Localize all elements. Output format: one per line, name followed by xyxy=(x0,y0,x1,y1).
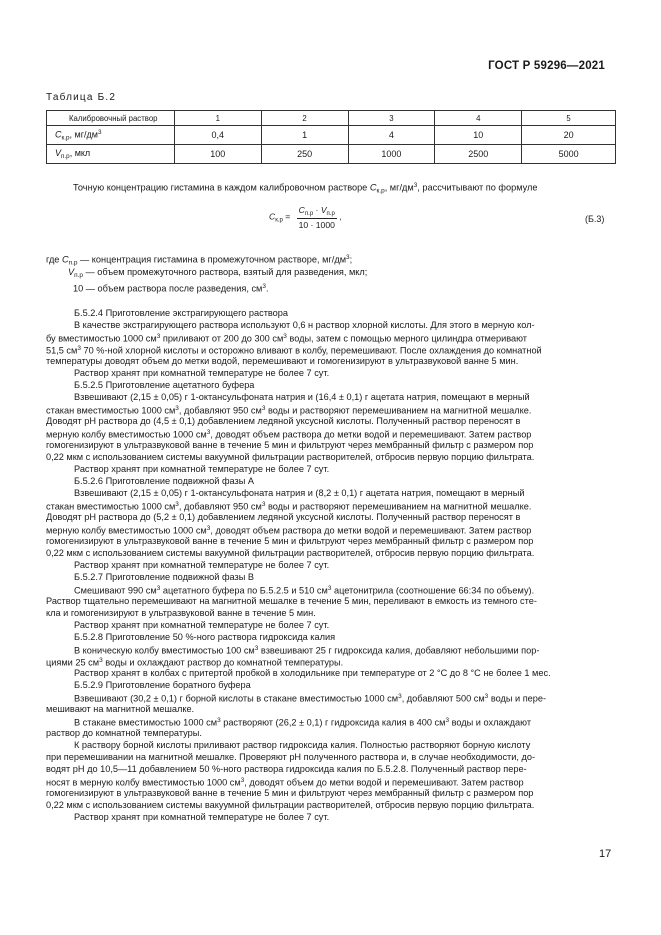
text-line: К раствору борной кислоты приливают раствор гидроксида калия. Полностью растворяют борную кислоту xyxy=(74,740,531,750)
section-title: Б.5.2.5 Приготовление ацетатного буфера xyxy=(74,380,255,390)
text-line: Доводят pH раствора до (4,5 ± 0,1) добавлением ледяной уксусной кислоты. Полученный раствор переносят в xyxy=(46,416,521,426)
row-label-concentration: $C_{к.р}$, $мг/дм^3$ xyxy=(47,126,175,145)
text-line: мерную колбу вместимостью 1000 $см^3$, доводят объем раствора до метки водой и перемешивают. Затем раствор xyxy=(46,525,532,536)
table-row xyxy=(47,126,616,145)
text-line: гомогенизируют в ультразвуковой ванне в течение 5 мин и фильтруют через мембранный фильтр с размером пор xyxy=(46,440,534,450)
text-line: мешивают на магнитной мешалке. xyxy=(46,704,195,714)
table-cell: 250 xyxy=(261,145,348,164)
table-cell: 2500 xyxy=(435,145,522,164)
where-item: 10 — объем раствора после разведения, $см^3$. xyxy=(73,283,269,294)
text-line: гомогенизируют в ультразвуковой ванне в течение 5 мин и фильтруют через мембранный фильтр с размером пор xyxy=(46,536,534,546)
text-line: водят pH до 10,5—11 добавлением 50 %-ного раствора гидроксида калия по Б.5.2.8. Полученный раствор пере- xyxy=(46,764,527,774)
table-header-cell: 3 xyxy=(348,111,435,126)
text-line: стакан вместимостью 1000 $см^3$, добавляют 950 $см^3$ воды и растворяют перемешиванием на магнитной мешалке. xyxy=(46,405,532,416)
text-line: Взвешивают (30,2 ± 0,1) г борной кислоты в стакане вместимостью 1000 $см^3$, добавляют 500 $см^3$ воды и пере- xyxy=(74,693,547,704)
equation-number: (Б.3) xyxy=(585,214,605,224)
table-cell: 0,4 xyxy=(174,126,261,145)
table-cell: 10 xyxy=(435,126,522,145)
text-line: Взвешивают (2,15 ± 0,05) г 1-октансульфоната натрия и (16,4 ± 0,1) г ацетата натрия, помещают в мерный xyxy=(74,392,530,402)
table-caption: Таблица Б.2 xyxy=(46,92,117,103)
formula-fraction: $\frac{C_{п.р} \cdot V_{п.р}}{10 \cdot 1000}$ xyxy=(298,205,335,230)
where-item: где $C_{п.р}$ — концентрация гистамина в промежуточном растворе, $мг/дм^3$; xyxy=(46,254,353,267)
text-line: Смешивают 990 $см^3$ ацетатного буфера по Б.5.2.5 и 510 $см^3$ ацетонитрила (соотношение 66:34 по объему). xyxy=(74,585,535,596)
text-line: гомогенизируют в ультразвуковой ванне в течение 5 мин и фильтруют через мембранный фильтр с размером пор xyxy=(46,788,534,798)
table-header-cell: 2 xyxy=(261,111,348,126)
text-line: мерную колбу вместимостью 1000 $см^3$, доводят объем раствора до метки водой и перемешивают. Затем раствор xyxy=(46,429,532,440)
text-line: циями 25 $см^3$ воды и охлаждают раствор до комнатной температуры. xyxy=(46,657,344,668)
section-title: Б.5.2.6 Приготовление подвижной фазы А xyxy=(74,476,255,486)
text-line: бу вместимостью 1000 $см^3$ приливают от 200 до 300 $см^3$ воды, затем с помощью мерного цилиндра отмеривают xyxy=(46,333,528,344)
page-number: 17 xyxy=(599,848,612,860)
table-cell: 4 xyxy=(348,126,435,145)
text-line: Взвешивают (2,15 ± 0,05) г 1-октансульфоната натрия и (8,2 ± 0,1) г ацетата натрия, помещают в мерный xyxy=(74,488,525,498)
text-line: кла и гомогенизируют в ультразвуковой ванне в течение 5 мин. xyxy=(46,608,316,618)
where-item: $V_{п.р}$ — объем промежуточного раствора, взятый для разведения, мкл; xyxy=(68,267,368,279)
text-line: В коническую колбу вместимостью 100 $см^3$ взвешивают 25 г гидроксида калия, добавляют небольшими пор- xyxy=(74,645,540,656)
table-cell: 1 xyxy=(261,126,348,145)
section-title: Б.5.2.7 Приготовление подвижной фазы В xyxy=(74,572,255,582)
text-line: В стакане вместимостью 1000 $см^3$ растворяют (26,2 ± 0,1) г гидроксида калия в 400 $см^3$ воды и охлаждают xyxy=(74,717,532,728)
text-line: 0,22 мкм с использованием системы вакуумной фильтрации растворителей, отбросив первую порцию фильтрата. xyxy=(46,452,535,462)
calibration-table xyxy=(46,110,616,164)
text-line: Раствор тщательно перемешивают на магнитной мешалке в течение 5 мин, переливают в емкость из темного сте- xyxy=(46,596,537,606)
text-line: Раствор хранят при комнатной температуре не более 7 сут. xyxy=(74,812,330,822)
text-line: Раствор хранят при комнатной температуре не более 7 сут. xyxy=(74,464,330,474)
row-label-volume: $V_{п.р}$, мкл xyxy=(47,145,175,164)
table-header-label: Калибровочный раствор xyxy=(47,111,175,126)
text-line: 0,22 мкм с использованием системы вакуумной фильтрации растворителей, отбросив первую порцию фильтрата. xyxy=(46,548,535,558)
table-header-row xyxy=(47,111,616,126)
section-title: Б.5.2.8 Приготовление 50 %-ного раствора гидроксида калия xyxy=(74,632,336,642)
text-line: стакан вместимостью 1000 $см^3$, добавляют 950 $см^3$ воды и растворяют перемешиванием на магнитной мешалке. xyxy=(46,501,532,512)
table-header-cell: 1 xyxy=(174,111,261,126)
table-row xyxy=(47,145,616,164)
text-line: 51,5 $см^3$ 70 %-ной хлорной кислоты и осторожно вливают в колбу, перемешивают. После охлаждения до комнатной xyxy=(46,345,542,356)
table-header-cell: 5 xyxy=(522,111,616,126)
table-header-cell: 4 xyxy=(435,111,522,126)
text-line: Раствор хранят при комнатной температуре не более 7 сут. xyxy=(74,368,330,378)
text-line: носят в мерную колбу вместимостью 1000 $см^3$, доводят объем до метки водой и перемешивают. Затем раствор xyxy=(46,777,524,788)
text-line: Доводят pH раствора до (5,2 ± 0,1) добавлением ледяной уксусной кислоты. Полученный раствор переносят в xyxy=(46,512,521,522)
document-header: ГОСТ Р 59296—2021 xyxy=(488,60,605,72)
text-line: Раствор хранят в колбах с притертой пробкой в холодильнике при температуре от 2 °С до 8 °С не более 1 мес. xyxy=(74,668,551,678)
table-cell: 5000 xyxy=(522,145,616,164)
text-line: 0,22 мкм с использованием системы вакуумной фильтрации растворителей, отбросив первую порцию фильтрата. xyxy=(46,800,535,810)
text-line: при перемешивании на магнитной мешалке. Проверяют pH полученного раствора и, в случае необходимости, до- xyxy=(46,752,536,762)
text-line: температуры доводят объем до метки водой, перемешивают и гомогенизируют в ультразвуковой ванне 5 мин. xyxy=(46,356,519,366)
section-title: Б.5.2.9 Приготовление боратного буфера xyxy=(74,680,251,690)
formula-b3: $C_{к.р}$ = $\frac{C_{п.р} \cdot V_{п.р}}{10 \cdot 1000}$ , xyxy=(269,205,342,230)
table-cell: 1000 xyxy=(348,145,435,164)
formula-intro: Точную концентрацию гистамина в каждом калибровочном растворе $C_{к.р}$, $мг/дм^3$, рассчитывают по формуле xyxy=(73,182,538,195)
text-line: раствор до комнатной температуры. xyxy=(46,728,202,738)
table-cell: 20 xyxy=(522,126,616,145)
text-line: Раствор хранят при комнатной температуре не более 7 сут. xyxy=(74,560,330,570)
text-line: В качестве экстрагирующего раствора используют 0,6 н раствор хлорной кислоты. Для этого в мерную кол- xyxy=(74,320,535,330)
text-line: Раствор хранят при комнатной температуре не более 7 сут. xyxy=(74,620,330,630)
section-title: Б.5.2.4 Приготовление экстрагирующего раствора xyxy=(74,308,289,318)
table-cell: 100 xyxy=(174,145,261,164)
